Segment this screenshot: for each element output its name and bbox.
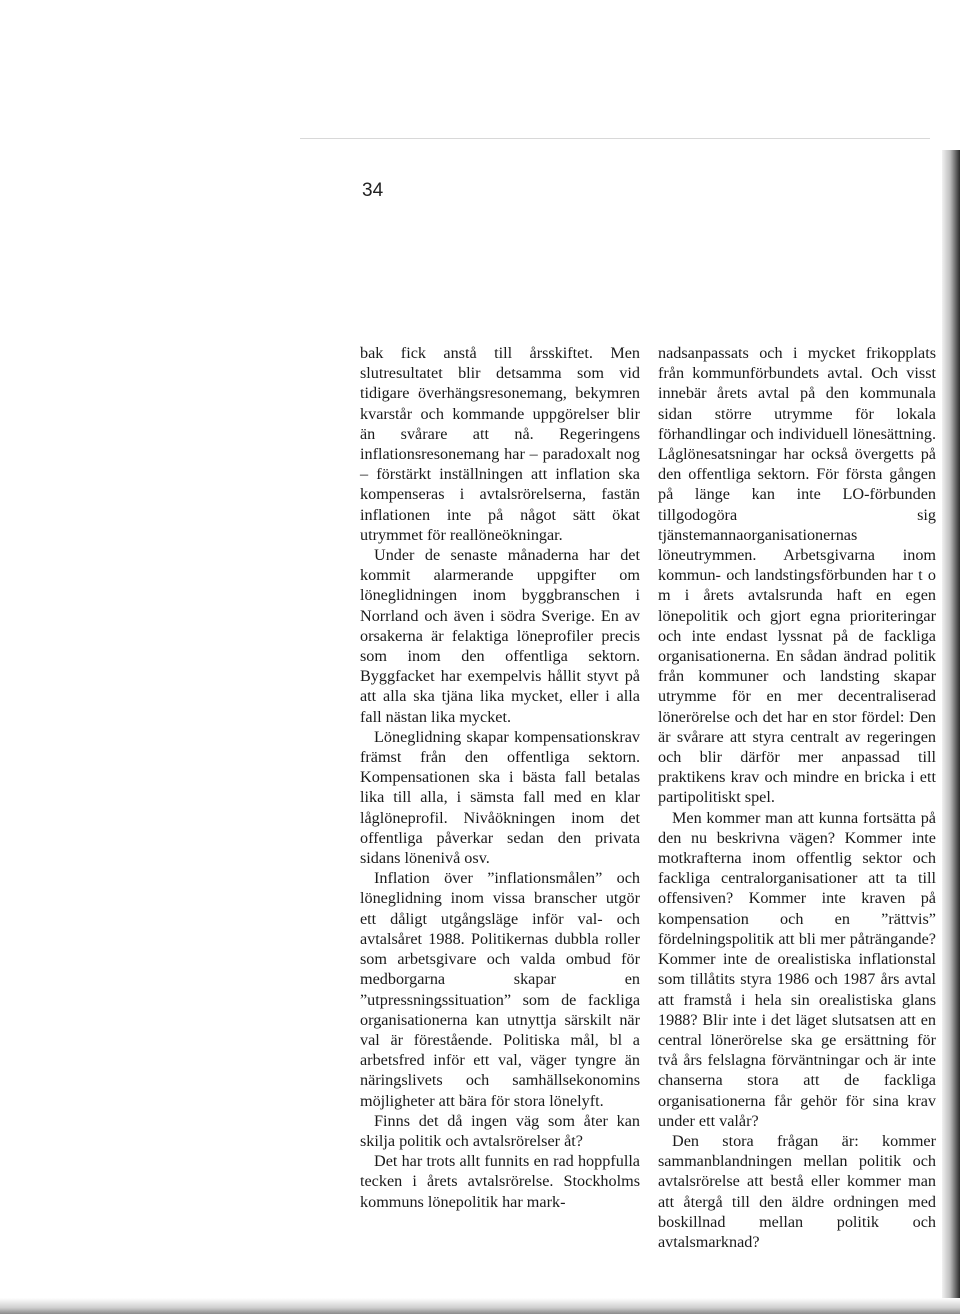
paragraph: Men kommer man att kunna fortsätta på den nu beskrivna vägen? Kommer inte motkrafterna inom offentlig sektor och fackliga centralorganisationer att ta till offensiven? Kommer inte kraven på kompensation och en ”rättvis” fördelningspolitik att bli mer påträngande? Kommer inte de orealistiska inflationstal som tillåtits styra 1986 och 1987 års avtal att framstå i hela sin orealistiska glans 1988? Blir inte i det läget slutsatsen att en central lönerörelse ska ge ersättning för två års felslagna förväntningar och är inte chanserna stora att de fackliga organisationerna får gehör för sina krav under ett valår?	[658, 808, 936, 1130]
paragraph: Inflation över ”inflationsmålen” och löneglidning inom vissa branscher utgör ett dåligt utgångsläge inför val- och avtalsåret 1988. Politikernas dubbla roller som arbetsgivare och valda ombud för medborgarna skapar en ”utpressningssituation” som de fackliga organisationerna kan utnyttja särskilt när val är förestående. Politiska mål, bl a arbetsfred inför ett val, väger tyngre än näringslivets och samhällsekonomins möjligheter att bära för stora lönelyft.	[360, 869, 640, 1110]
paragraph: Under de senaste månaderna har det kommit alarmerande uppgifter om löneglidningen inom byggbranschen i Norrland och även i södra Sverige. En av orsakerna är felaktiga löneprofiler precis som inom den offentliga sektorn. Byggfacket har exempelvis hållit styvt på att alla ska tjäna lika mycket, eller i alla fall nästan lika mycket.	[360, 546, 640, 726]
right-column	[658, 343, 936, 1252]
scan-shadow-line	[300, 138, 930, 139]
page-number: 34	[362, 180, 384, 201]
scan-edge-bottom	[0, 1298, 960, 1314]
paragraph: Finns det då ingen väg som åter kan skilja politik och avtalsrörelser åt?	[360, 1111, 640, 1150]
paragraph: bak fick anstå till årsskiftet. Men slutresultatet blir detsamma som vid tidigare överhängsresonemang, bekymren kvarstår och kommande uppgörelser blir än svårare att nå. Regeringens inflationsresonemang har – paradoxalt nog – förstärkt inställningen att inflation ska kompenseras i avtalsrörelserna, fastän inflationen inte på något sätt ökat utrymmet för reallöneökningar.	[360, 344, 640, 544]
left-column	[360, 343, 640, 1212]
paragraph: Det har trots allt funnits en rad hoppfulla tecken i årets avtalsrörelse. Stockholms kommuns lönepolitik har mark-	[360, 1152, 640, 1211]
scan-edge-right	[942, 150, 960, 1314]
paragraph: Den stora frågan är: kommer sammanblandningen mellan politik och avtalsrörelse att bestå eller kommer man att återgå till den äldre ordningen med boskillnad mellan politik och avtalsmarknad?	[658, 1131, 936, 1251]
paragraph: nadsanpassats och i mycket frikopplats från kommunförbundets avtal. Och visst innebär årets avtal på den kommunala sidan större utrymme för lokala förhandlingar och individuell lönesättning. Låglönesatsningar har också övergetts på den offentliga sektorn. För första gången på länge kan inte LO-förbunden tillgodogöra sig tjänstemannaorganisationernas löneutrymmen. Arbetsgivarna inom kommun- och landstingsförbunden har t o m i årets avtalsrunda haft en egen lönepolitik och gjort egna prioriteringar och inte endast lyssnat på de fackliga organisationerna. En sådan ändrad politik från kommuner och landsting skapar utrymme för en mer decentraliserad lönerörelse och det har en stor fördel: Den är svårare att styra centralt av regeringen och blir därför mer anpassad till praktikens krav och mindre en bricka i ett partipolitiskt spel.	[658, 344, 936, 807]
paragraph: Löneglidning skapar kompensationskrav främst från den offentliga sektorn. Kompensationen ska i bästa fall betalas lika till alla, i sämsta fall med en klar låglöneprofil. Nivåökningen inom det offentliga påverkar sedan den privata sidans lönenivå osv.	[360, 727, 640, 868]
